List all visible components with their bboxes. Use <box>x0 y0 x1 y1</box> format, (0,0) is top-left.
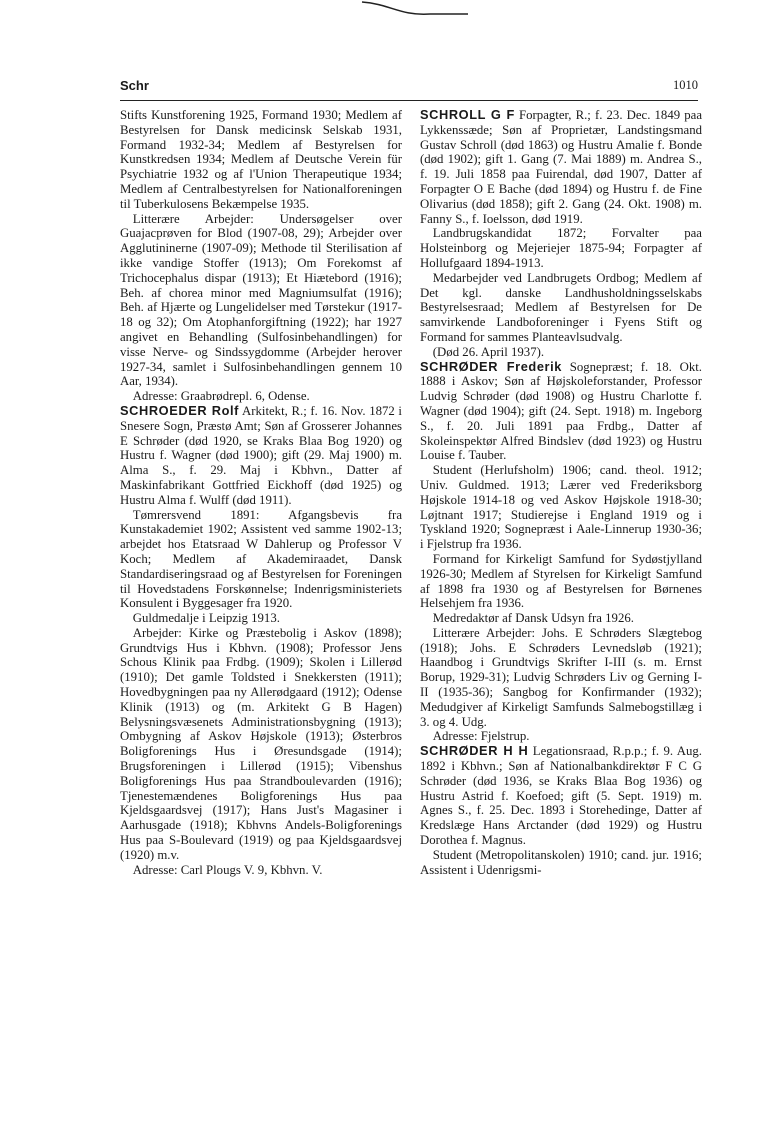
paragraph: Adresse: Graabrødrepl. 6, Odense. <box>132 389 310 404</box>
page-number: 1010 <box>673 78 698 92</box>
entry-text: Arkitekt, R.; f. 16. Nov. 1872 i Snesere Sogn, Præstø Amt; Søn af Grosserer Johannes E Schrøder (død 1920, se Kraks Blaa Bog 1920) og Hustru f. Wagner (død 1900); gift (29. Maj 1900) m. Alma S., f. 29. Maj i Kbhvn., Datter af Maskinfabrikant Gottfried Eickhoff (død 1925) og Hustru Alma f. Wulff (død 1911). <box>120 403 402 507</box>
paragraph: Medredaktør af Dansk Udsyn fra 1926. <box>432 611 634 626</box>
entry-headword: SCHROLL G F <box>420 107 515 122</box>
paragraph: Guldmedalje i Leipzig 1913. <box>132 611 280 626</box>
paragraph: Medarbejder ved Landbrugets Ordbog; Medlem af Det kgl. danske Landhusholdningsselskabs Bestyrelsesraad; Medlem af Bestyrelsen for De samvirkende Landboforeninger i Fyens Stift og Formand for sammes Planteavlsudvalg. <box>420 270 702 344</box>
paragraph: Landbrugskandidat 1872; Forvalter paa Holsteinborg og Mejeriejer 1875-94; Forpagter af Hollufgaard 1894-1913. <box>420 226 702 270</box>
page-header <box>120 78 698 101</box>
entry-headword: SCHROEDER Rolf <box>120 402 240 418</box>
entry-text: Forpagter, R.; f. 23. Dec. 1849 paa Lykkenssæde; Søn af Proprietær, Landstingsmand Gustav Schroll (død 1863) og Hustru Amalie f. Bonde (død 1902); gift 1. Gang (7. Mai 1889) m. Andrea S., f. 19. Juli 1858 paa Fuirendal, død 1907, Datter af Forpagter O E Bache (død 1894) og Hustru f. de Fine Olivarius (død 1858); gift 2. Gang (24. Okt. 1908) m. Fanny S., f. Ioelsson, død 1919. <box>420 108 702 226</box>
paragraph: Student (Herlufsholm) 1906; cand. theol. 1912; Univ. Guldmed. 1913; Lærer ved Frederiksborg Højskole 1914-18 og ved Askov Højskole 1918-30; Løjtnant 1917; Studierejse i England 1919 og i Tyskland 1920; Sognepræst i Aale-Linnerup 1930-36; i Fjelstrup fra 1936. <box>420 463 702 552</box>
running-head: Schr <box>120 78 149 93</box>
entry-headword: SCHRØDER H H <box>420 743 529 759</box>
biography-entry <box>420 744 702 848</box>
paragraph: Adresse: Fjelstrup. <box>432 729 530 744</box>
left-column <box>120 108 402 877</box>
biography-entry <box>420 108 702 226</box>
biography-entry <box>120 404 402 508</box>
paragraph: Student (Metropolitanskolen) 1910; cand. jur. 1916; Assistent i Udenrigsmi- <box>420 847 702 877</box>
paragraph: Tømrersvend 1891: Afgangsbevis fra Kunstakademiet 1902; Assistent ved samme 1902-13; arbejdet hos Etatsraad W Dahlerup og Professor V Koch; Medlem af Akademiraadet, Dansk Standardiseringsraad og af Bestyrelsen for Foreningen til Hovedstadens Forskønnelse; Indenrigsministeriets Konsulent i Byggesager fra 1920. <box>120 507 402 611</box>
entry-text: Legationsraad, R.p.p.; f. 9. Aug. 1892 i Kbhvn.; Søn af Nationalbankdirektør F C G Schrøder (død 1936, se Kraks Blaa Bog 1936) og Hustru Astrid f. Koefoed; gift (5. Sept. 1919) m. Agnes S., f. 25. Dec. 1893 i Storehedinge, Datter af Kredslæge Hans Arctander (død 1929) og Hustru Dorothea f. Magnus. <box>420 744 702 848</box>
paragraph: Litterære Arbejder: Undersøgelser over Guajacprøven for Blod (1907-08, 29); Arbejder over Agglutininerne (1907-09); Methode til Sterilisation af ikke vandige Stoffer (1913); Om Forekomst af Trichocephalus dispar (1913); Et Hiætebord (1916); Beh. af chorea minor med Magniumsulfat (1916); Beh. af Hjærte og Lungelidelser med Tørstekur (1917-18 og 32); Om Atophanforgiftning (1922); har 1927 angivet en Behandling (Sulfosinbehandlingen) for visse Nerve- og Sindssygdomme (Arbejder herover 1927-34, samlet i Sulfosinbehandlingen gennem 10 Aar, 1934). <box>120 211 402 389</box>
paragraph: Adresse: Carl Plougs V. 9, Kbhvn. V. <box>132 862 323 877</box>
paragraph: Arbejder: Kirke og Præstebolig i Askov (1898); Grundtvigs Hus i Kbhvn. (1908); Professor Jens Schous Klinik paa Frdbg. (1909); Skolen i Lillerød (1910); Det gamle Toldsted i Snekkersten (1911); Hovedbygningen paa ny Allerødgaard (1912); Odense Klinik (1913) og (m. Arkitekt G B Hagen) Belysningsvæsenets Administrationsbygning (1913); Ombygning af Askov Højskole (1913); Østerbros Boligforenings Hus i Øresundsgade (1914); Brugsforeningen i Lillerød (1915); Vibenshus Boligforenings Hus paa Strandboulevarden (1916); Tjenestemændenes Boligforenings Hus paa Kjeldsgaardsvej (1917); Hans Just's Magasiner i Aarhusgade (1918); Kbhvns Andels-Boligforenings Hus paa S-Boulevard (1919) og paa Kjeldsgaardsvej (1920) m.v. <box>120 625 402 862</box>
right-column <box>420 108 702 877</box>
paragraph: Formand for Kirkeligt Samfund for Sydøstjylland 1926-30; Medlem af Styrelsen for Kirkeligt Samfund af 1898 fra 1930 og af Bestyrelsen for Børnenes Helsehjem fra 1936. <box>420 551 702 611</box>
biography-entry <box>420 360 702 464</box>
paragraph: Stifts Kunstforening 1925, Formand 1930; Medlem af Bestyrelsen for Dansk medicinsk Selskab 1931, Formand 1932-34; Medlem af Bestyrelsen for Kunstkredsen 1934; Medlem af Deutsche Verein für Psychiatrie 1932 og af l'Union Therapeutique 1934; Medlem af Centralbestyrelsen for Nationalforeningen til Tuberkulosens Bekæmpelse 1935. <box>120 108 402 211</box>
paragraph: Litterære Arbejder: Johs. E Schrøders Slægtebog (1918); Johs. E Schrøders Levnedsløb (1921); Haandbog i Grundtvigs Skrifter I-III (s. m. Ernst Borup, 1929-31); Ludvig Schrøders Liv og Gerning I-II (1935-36); Sangbog for Konfirmander (1932); Medudgiver af Kirkeligt Samfunds Salmebogstillæg i 3. og 4. Udg. <box>420 625 702 729</box>
paragraph: (Død 26. April 1937). <box>432 344 545 359</box>
entry-headword: SCHRØDER Frederik <box>420 358 563 374</box>
scan-artifact-curve <box>360 0 470 20</box>
entry-text: Sognepræst; f. 18. Okt. 1888 i Askov; Søn af Højskoleforstander, Professor Ludvig Schrøder (død 1908) og Hustru Charlotte f. Wagner (død 1904); gift (24. Sept. 1918) m. Ingeborg S., f. 20. Juli 1891 paa Frdbg., Datter af Skoleinspektør Alfred Bindslev (død 1923) og Hustru Louise f. Tauber. <box>420 359 702 463</box>
